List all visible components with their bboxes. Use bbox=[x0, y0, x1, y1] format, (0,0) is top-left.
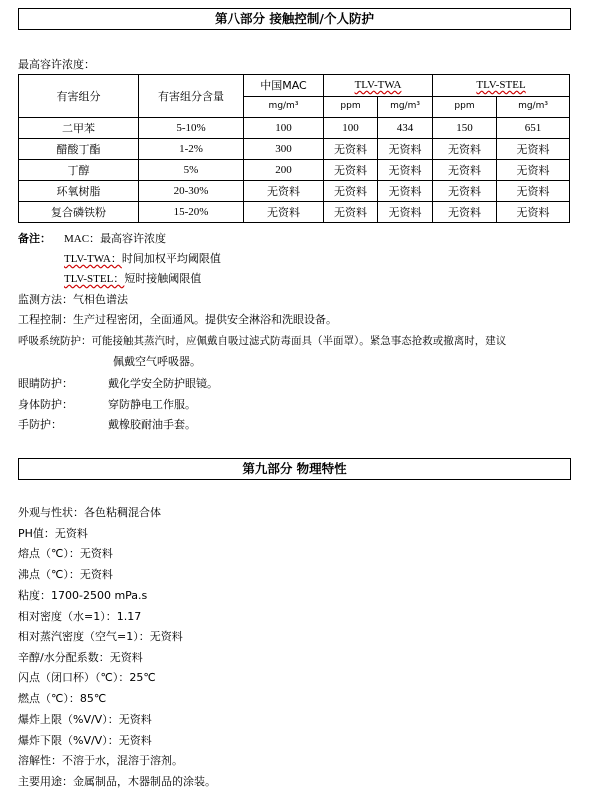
limit-heading: 最高容许浓度： bbox=[18, 58, 95, 71]
header-stel: TLV-STEL bbox=[433, 75, 570, 97]
row-twa-mg: 434 bbox=[378, 118, 433, 139]
row-stel-mg: 无资料 bbox=[497, 181, 570, 202]
unit-twa-mg: mg/m³ bbox=[378, 96, 433, 118]
section-9-title: 第九部分 物理特性 bbox=[18, 458, 571, 480]
property-boiling-point: 沸点（℃）：无资料 bbox=[18, 568, 113, 581]
note-stel: TLV-STEL：短时接触阈限值 bbox=[64, 272, 202, 285]
row-stel-ppm: 150 bbox=[433, 118, 497, 139]
row-stel-mg: 无资料 bbox=[497, 202, 570, 223]
row-content: 1-2% bbox=[139, 139, 244, 160]
engineering-control: 工程控制：生产过程密闭，全面通风。提供安全淋浴和洗眼设备。 bbox=[18, 313, 337, 326]
row-mac: 无资料 bbox=[244, 202, 324, 223]
row-name: 环氧树脂 bbox=[19, 181, 139, 202]
note-twa: TLV-TWA：时间加权平均阈限值 bbox=[64, 252, 221, 265]
row-mac: 300 bbox=[244, 139, 324, 160]
property-appearance: 外观与性状：各色粘稠混合体 bbox=[18, 506, 161, 519]
row-name: 复合磷铁粉 bbox=[19, 202, 139, 223]
notes-label: 备注： bbox=[18, 232, 51, 245]
header-china-mac: 中国MAC bbox=[244, 75, 324, 97]
property-lower-explosive-limit: 爆炸下限（%V/V）：无资料 bbox=[18, 734, 152, 747]
row-mac: 无资料 bbox=[244, 181, 324, 202]
row-name: 丁醇 bbox=[19, 160, 139, 181]
row-stel-ppm: 无资料 bbox=[433, 139, 497, 160]
eye-protection-label: 眼睛防护： bbox=[18, 377, 73, 390]
unit-stel-ppm: ppm bbox=[433, 96, 497, 118]
monitoring-method: 监测方法：气相色谱法 bbox=[18, 293, 128, 306]
row-twa-mg: 无资料 bbox=[378, 181, 433, 202]
property-upper-explosive-limit: 爆炸上限（%V/V）：无资料 bbox=[18, 713, 152, 726]
hand-protection-label: 手防护： bbox=[18, 418, 62, 431]
section-8-title: 第八部分 接触控制/个人防护 bbox=[18, 8, 571, 30]
row-stel-mg: 无资料 bbox=[497, 139, 570, 160]
row-name: 醋酸丁酯 bbox=[19, 139, 139, 160]
row-stel-mg: 651 bbox=[497, 118, 570, 139]
property-ignition-point: 燃点（℃）：85℃ bbox=[18, 692, 107, 705]
property-vapor-density: 相对蒸汽密度（空气=1）：无资料 bbox=[18, 630, 183, 643]
row-twa-ppm: 100 bbox=[324, 118, 378, 139]
row-content: 20-30% bbox=[139, 181, 244, 202]
respiratory-protection-cont: 佩戴空气呼吸器。 bbox=[113, 355, 201, 368]
row-twa-mg: 无资料 bbox=[378, 139, 433, 160]
row-stel-mg: 无资料 bbox=[497, 160, 570, 181]
respiratory-protection: 呼吸系统防护：可能接触其蒸汽时，应佩戴自吸过滤式防毒面具（半面罩）。紧急事态抢救或撤离时，建议 bbox=[18, 335, 507, 347]
unit-stel-mg: mg/m³ bbox=[497, 96, 570, 118]
row-twa-ppm: 无资料 bbox=[324, 160, 378, 181]
note-mac: MAC：最高容许浓度 bbox=[64, 232, 167, 245]
header-content: 有害组分含量 bbox=[139, 75, 244, 118]
unit-mac: mg/m³ bbox=[244, 96, 324, 118]
row-mac: 200 bbox=[244, 160, 324, 181]
header-twa: TLV-TWA bbox=[324, 75, 433, 97]
row-twa-ppm: 无资料 bbox=[324, 139, 378, 160]
property-relative-density: 相对密度（水=1）：1.17 bbox=[18, 610, 142, 623]
table-row bbox=[19, 202, 570, 223]
table-header-row bbox=[19, 75, 570, 97]
row-twa-ppm: 无资料 bbox=[324, 202, 378, 223]
row-twa-mg: 无资料 bbox=[378, 160, 433, 181]
row-stel-ppm: 无资料 bbox=[433, 160, 497, 181]
row-twa-ppm: 无资料 bbox=[324, 181, 378, 202]
row-content: 5% bbox=[139, 160, 244, 181]
row-stel-ppm: 无资料 bbox=[433, 181, 497, 202]
row-content: 15-20% bbox=[139, 202, 244, 223]
header-component: 有害组分 bbox=[19, 75, 139, 118]
row-name: 二甲苯 bbox=[19, 118, 139, 139]
property-flash-point: 闪点（闭口杯）（℃）：25℃ bbox=[18, 671, 156, 684]
table-row bbox=[19, 139, 570, 160]
property-melting-point: 熔点（℃）：无资料 bbox=[18, 547, 113, 560]
table-row bbox=[19, 181, 570, 202]
row-mac: 100 bbox=[244, 118, 324, 139]
body-protection-text: 穿防静电工作服。 bbox=[108, 398, 196, 411]
table-row bbox=[19, 160, 570, 181]
property-ph: PH值：无资料 bbox=[18, 527, 88, 540]
table-row bbox=[19, 118, 570, 139]
unit-twa-ppm: ppm bbox=[324, 96, 378, 118]
property-solubility: 溶解性：不溶于水，混溶于溶剂。 bbox=[18, 754, 183, 767]
exposure-limits-table bbox=[18, 74, 570, 223]
row-stel-ppm: 无资料 bbox=[433, 202, 497, 223]
row-content: 5-10% bbox=[139, 118, 244, 139]
hand-protection-text: 戴橡胶耐油手套。 bbox=[108, 418, 196, 431]
body-protection-label: 身体防护： bbox=[18, 398, 73, 411]
property-partition-coefficient: 辛醇/水分配系数：无资料 bbox=[18, 651, 143, 664]
property-viscosity: 粘度：1700-2500 mPa.s bbox=[18, 589, 148, 602]
property-main-use: 主要用途：金属制品，木器制品的涂装。 bbox=[18, 775, 216, 788]
eye-protection-text: 戴化学安全防护眼镜。 bbox=[108, 377, 218, 390]
row-twa-mg: 无资料 bbox=[378, 202, 433, 223]
